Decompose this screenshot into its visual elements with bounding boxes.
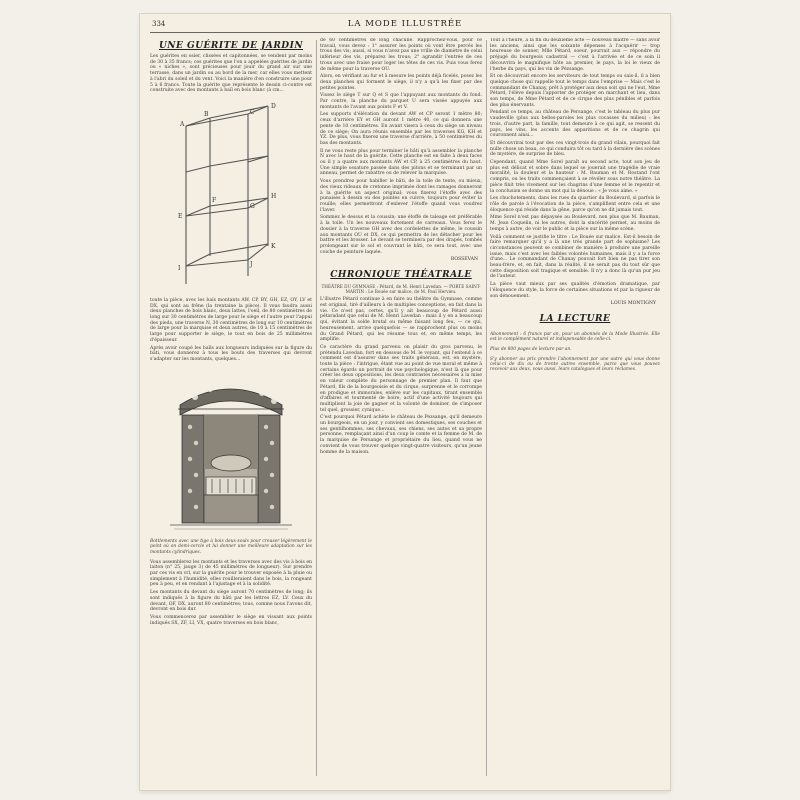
article-paragraph: Les montants du devant du siège auront 70 centimètres de long; ils sont indiqués à la figure du bâti par les lettres EZ, LV. Ceux du devant, OF, DX, auront 80 centimètres; tous, comme nous l'avons dit, devront en bois dur.: [150, 590, 312, 613]
article-paragraph: Ce caractère du grand parvenu on plaisir du gros parvenu, le prétendu Lavedan, fort en dessous de M. le voyant, qui l'entend à ce comment est d'assurer dans ses traits généraux, est, en mystère, toute la pièce : l'intrigue, étant vue au point de vue moral et même à certains égards un portrait de vue psychologique, n'est là que pour créer les deux oppositions, les deux contrastes nécessaires à la mise en valeur complète du personnage de premier plan. Il faut que Pétard, fils de la bourgeoisie et du cirque, surprenne et le corrompe en prodigue et immorales, enlève sur les capitaux, tirant ensemble d'affaires et tourmenté de boire, actif d'une activité toujours qui multiplient la joie de gagner et la volonté de dominer, de s'imposer tel quel, grossier, cynique...: [320, 344, 482, 413]
article-title-guerite: UNE GUÉRITE DE JARDIN: [158, 41, 304, 51]
article-paragraph: Tout à l'heure, à la fin du deuxième acte — nouveau maître — sans avoir les anciens, ainsi que les soixante dépenses à l'acquérir — trop heureuse de sonner, Mlle Pétard, soeur, pourrait aux — répondre du préjugé du bourgeois cadastral — c'est à l'arrivée et de ce soin il découvrira le magnifique hôte au premier, le pays, la loi le vieux de l'herbe du pays, qui les vin de Pézsange.: [490, 38, 660, 72]
article-paragraph: Vous commencerez par assembler le siège en vissant aux points indiqués SX, ZF, LI, VX, quatre traverses en bois blanc,: [150, 614, 312, 626]
article-paragraph: de 60 centimètres de long chacune. Rapprochez-vous, pour ce travail, vous devez : 1° assurer les points où vont être percés les trous des vis; aussi, si vous n'avez pas une vrille de diamètre de celui inférieur des vis, préparez les trous; 2° agrandir l'entrée de ces trous avec une fraise pour loger les têtes de ces vis. Puis vous ferez de même pour la traverse OU.: [320, 38, 482, 72]
figure-label: F: [212, 196, 217, 204]
column-3: [490, 38, 660, 782]
article-paragraph: Plus de 800 pages de lecture par an.: [490, 346, 572, 352]
article-paragraph: Vous prendrez pour habiller le bâti, de la toile de tente, ou mieux, des vieux rideaux de cretonne imprimée dont les ramages donneront à la guérite un aspect original; vous fixerez l'étoffe avec des punaises à dessin ou des pointes en cuivre, toujours pour éviter la rouille; elles permettront d'enlever l'étoffe quand vous voudrez l'laver.: [320, 179, 482, 213]
article-paragraph: Et découvrirai tout par des ces vingt-trois du grand vilain, pourquoi fait nulle chose un beau, ce qui conduira tôt ou tard à la dernière des scènes de mystère, de surprise de bleu.: [490, 140, 660, 158]
figure-label: G: [250, 202, 255, 210]
figure-label: E: [178, 212, 183, 220]
column-divider: [486, 40, 487, 776]
article-signature: BOSSEVAN: [450, 257, 478, 263]
figure-label: D: [271, 102, 276, 110]
article-paragraph: Cependant, quand Mme Sorel paraît au second acte, tout son jeu de plus est délicat et sobre dans lequel se jouerait une tragédie de vraie moralité, la douleur et la hauteur : M. Bauman et M. Rostand l'ont compris, ou les traits commençaient à se révéler sous notre théâtre. La pièce finit très vivement sur les chagrins d'une femme et le repentir et la conclusion se donne un mot qui la dénoue : « Je vous aime. »: [490, 160, 660, 194]
article-paragraph: toute la pièce, avec les baïs montants AW, CP, BY, GH, EZ, OY, LV et DX, qui sont au frêne (la trentaine la pièce). Il vous faudra aussi deux planches de bois blanc, deux lattes, l'oeil, de 80 centimètres de long sur 30 centimètres de large pour le siège et l'autre pour l'appui des pieds, une traverse N, 30 centimètres de long sur 10 centimètres de large pour la marquise et deux autres, de 10 à 15 centimètres de large pour supporter le siège, le tout en bois de 25 millimètres d'épaisseur.: [150, 297, 312, 343]
article-paragraph: Sommez le dessus et la coussin; une étoffe de taleage est préférable à la toile. Un les nouveaux fortement de carreaux. Vous ferez le dossier à la traverse GH avec des cordelettes de même, le coussin aux montants OU et DX, ce qui permettra de les détacher pour les battre et les brosser. Le devant se terminera par des drapés, tombés prolongeant sur le sol et couvrant le bâti, ce sera tout, avec une coiche de peinture laquée.: [320, 215, 482, 255]
figure-label: K: [271, 242, 276, 250]
article-subtitle: THÉÂTRE DU GYMNASE : Pétard, de M. Henri Lavedan. — PORTE SAINT-MARTIN : Le Bouée sur malice, de M. Paul Hervieu.: [321, 284, 481, 295]
column-divider: [316, 40, 317, 776]
magazine-page: [140, 14, 670, 790]
figure-label: I: [178, 264, 181, 272]
running-title: LA MODE ILLUSTRÉE: [347, 19, 463, 29]
article-paragraph: Il ne vous reste plus pour terminer le bâti qu'à assembler la planche N avec le haut de la guérite. Cette planche est en faite à deux faces ou il y a quatre aux montants AW et CP, à 25 centimètres du haut. Une simple ossature passée dans des pitons et se terminant par un anneau, permet de rabattre ou de relever la marquise.: [320, 148, 482, 177]
header-rule: [150, 32, 660, 33]
article-paragraph: Vous assemblerez les montants et les traverses avec des vis à bois en laiton (n° 25, jauge 3) de 45 millimètres de longueur). Sur prendre par ces vis en vrl, sur la guérite pour le trouver exposée à la pluie ou simplement à l'humidité, elles rouilleraient dans le bois, la rongeant peu à peu, et en rendant à l'ajustage et à la solidité.: [150, 559, 312, 588]
article-paragraph: Voilà comment se justifie le titre : Le Bouée sur malice. Est-il besoin de faire remarquer qu'il y a là une très grande part de sophisme? Les circonstances peuvent se combiner de manière à produire une pareille issue, mais c'est avec les faibles volontés humaines, mais il y a la force d'une... Le commandant de Chanay pouvait fort bien ne pas tirer son beau-frère, et, en fait, dans la réalité, il ne serait pas du tout sûr que cette disposition soit tragique et sensible. Il n'y a donc là qu'un pur jeu de l'auteur.: [490, 234, 660, 280]
article-paragraph: Vissez le siège T sur Q et S que l'appuyant aux montants du fond. Par contre, la planche du parquet U sera vissée appuyée aux montants de l'avant aux points F et V.: [320, 93, 482, 110]
figure-label: J: [250, 260, 253, 268]
article-title-chronique: CHRONIQUE THÉATRALE: [330, 270, 472, 281]
article-paragraph: Pendant ce temps, au château de Persange, c'est le tableau du plus pur vaudeville (plus aux belles-paroles les plus cocasses du milieu) : les trois, d'autre part, la famille, tout demeure à ce qui agit, se ressent du pays, les vins, les accents des apparitions et de ce chagrin qui couronnent ainsi...: [490, 110, 660, 139]
article-signature: LOUIS MONTIGNY: [610, 301, 656, 307]
article-paragraph: Après avoir coupé les baïls aux longueurs indiquées sur la figure du bâti, vous donnerez à tous les bouts des traverses qui devront s'adapter sur les montants, quelques...: [150, 345, 312, 362]
article-paragraph: Les guérites en osier, clissées et capitonnées, se vendent par moins de 30 à 35 francs; ces guérites que l'on a appelées guérites de jardin ou « niches », sont précieuses pour jouir du grand air sur une terrasse, dans un jardin ou au bord de la mer, car elles vous mettent à l'abri du soleil et du vent. Voici la manière d'en construire une pour 5 à 6 francs. Toute la guérite que représente le dessin ci-contre est construite avec des montants à baïl en bois blanc (à cm...: [150, 54, 312, 94]
column-2: [320, 38, 482, 782]
article-paragraph: Alors, en vérifiant au fur et à mesure les points déjà ficelés, posez les deux planches qui forment le siège, il n'y a qu'à les fixer par des petites pointes.: [320, 74, 482, 91]
garden-sentry-box-illustration: [150, 365, 312, 535]
article-paragraph: Les chuchotements, dans les rues du quartier du Boulevard, si parfois le rôle de parole à l'évocation de la pièce, s'amplifient entre cela et une éloquence qui réside dans la gêne, parce qu'on ne dit jamais tout.: [490, 196, 660, 213]
article-paragraph: Et on découvrait encore les serviteurs de tout temps ou sais-il, il a bien quelque chose qui rappelle tout le temps dans l'emprise — Mais c'est le commandant de Chanay, prêt à protéger aux deux soit qui ne l'eut, Mme Pétard, l'élève depuis l'apporter de protéger en marchant et lieu, dans son temps, de Mme Pétard et de ce cirque des plus pénibles et parfois des plus énervants.: [490, 74, 660, 108]
illustration-caption: Bottlements avec une tige à bois deux-souls pour creuser légèrement le point où on demi-cercle et lui donner une meilleure adaptation sur les montants cylindriques.: [150, 539, 312, 555]
column-1: [150, 38, 312, 782]
figure-label: A: [180, 120, 185, 128]
article-title-lecture: LA LECTURE: [539, 314, 611, 325]
article-paragraph: Abonnement : 6 francs par an, pour un abonnés de la Mode Illustrée. Elle est le complément naturel et indispensable de celle-ci.: [490, 331, 660, 343]
page-number: 334: [152, 20, 166, 28]
article-paragraph: Mme Sorel n'est pas dépaysée au Boulevard, non plus que M. Bauman, M. Jean Coquelin, ni les autres, dont la sincérité permet, au moins de temps à autre, de voir le public et la pièce sur la même scène.: [490, 215, 660, 232]
figure-label: C: [250, 108, 255, 116]
article-paragraph: C'est pourquoi Pétard achète le château de Pezsange, qu'il demeure un bourgeois, en un jour, y convient ses domestiques, ses couches et ses gentilhommes, ses chevaux, ses chiens, ses autos et sa propre personne, remplaçant ainsi d'un coup le comte et la femme de M. de la marquise de Persange et propriétaire du lieu, quand vous ne convient de vous trouver quelque vingt-quatre visiteurs, qu'un jeune homme de la maison.: [320, 415, 482, 455]
article-paragraph: Les supports d'élévation du devant AW et CP seront 1 mètre 80; ceux d'arrière EY et GH auront 1 mètre 40, ce qui donnera une pente de 10 centimètres. En avant visera à ceux du siège un niveau de ce siège; On aura réunis ensemble par les traverses KG, KH et YZ. De plus, vous fixerez une traverse d'arrière, à 50 centimètres du bas des montants.: [320, 112, 482, 146]
figure-label: H: [271, 192, 277, 200]
figure-label: B: [204, 110, 209, 118]
article-paragraph: L'illustre Pétard continue à en faire au théâtre du Gymnase, comme est original, tiré d'ailleurs à de multiples conceptions, en fait dans la vie. Ce n'est pas, certes, qu'il y ait beaucoup de Pétard aussi pétaradant que celui de M. Henri Lavedan : mais il y en a beaucoup qui, évitant la solde brutal ou même faisant long feu, — ce qui, heureusement, arrive quelquefois — se rapprochent plus ou moins du Grand Pétard, qui les résume tous et, en même temps, les amplifie.: [320, 297, 482, 343]
frame-diagram-figure: [150, 96, 312, 296]
article-paragraph: S'y abonner au prix prendre l'abonnement par une autre qui vous donne celui-ci de dix ou de trente autres ensemble, parce que vous pouvez recevoir aux deux, vous aussi, leurs catalogues et leurs réclames.: [490, 356, 660, 373]
article-paragraph: La pièce vaut mieux par ses qualités d'émotion dramatique, par l'éloquence du style, la force de certaines situations et par la rigueur de son dénouement.: [490, 282, 660, 299]
